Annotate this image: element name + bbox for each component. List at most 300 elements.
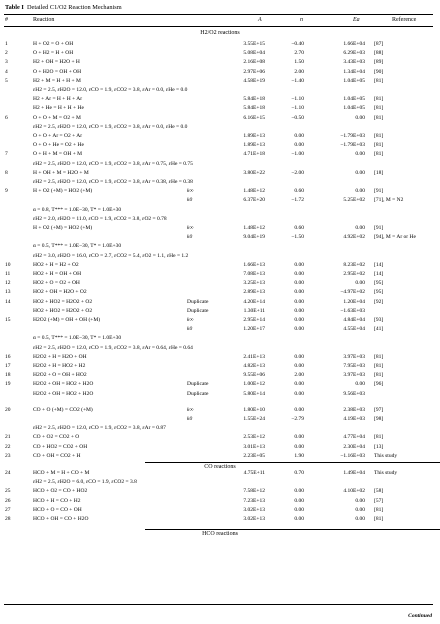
row-Ea: 4.92E+02 <box>343 234 365 241</box>
row-A: 1.00E+12 <box>243 381 265 388</box>
table-row <box>0 150 440 159</box>
row-A: 2.89E+13 <box>243 289 265 296</box>
table-row <box>0 279 440 288</box>
bottom-rule <box>4 604 433 605</box>
row-reaction: α = 0.5, T*** = 1.0E−30, T* = 1.0E+30 <box>33 243 122 250</box>
row-reaction: CO + HO2 = CO2 + OH <box>33 443 88 450</box>
row-A: 5.84E+18 <box>243 105 265 112</box>
row-tag: k∞ <box>187 225 194 231</box>
row-number: 15 <box>5 317 11 323</box>
table-row <box>0 261 440 270</box>
row-A: 4.75E+11 <box>243 470 265 476</box>
row-Ea: −1.63E+03 <box>340 307 365 314</box>
table-row <box>0 469 440 478</box>
row-n: 0.00 <box>294 142 304 149</box>
table-row <box>0 307 440 316</box>
row-reaction: HCO + OH = CO + H2O <box>33 516 89 522</box>
table-row <box>0 86 440 95</box>
table-row <box>0 95 440 104</box>
table-row <box>0 325 440 334</box>
row-n: 0.00 <box>294 271 304 277</box>
row-n: −1.00 <box>291 151 304 158</box>
row-tag: Duplicate <box>187 307 209 314</box>
row-reference: [89] <box>374 59 384 66</box>
table-row <box>0 506 440 515</box>
row-reference: [41] <box>374 326 384 333</box>
row-Ea: 7.95E+03 <box>343 363 365 369</box>
row-n: 0.00 <box>294 506 304 513</box>
row-reference: [96] <box>374 381 384 388</box>
row-A: 7.08E+13 <box>243 271 265 277</box>
row-Ea: 3.43E+03 <box>343 59 365 66</box>
row-n: 2.00 <box>294 68 304 75</box>
row-reference: [87] <box>374 41 384 47</box>
header-reaction: Reaction <box>33 17 55 23</box>
table-row <box>0 298 440 307</box>
table-row <box>0 478 440 487</box>
row-tag: Duplicate <box>187 381 209 388</box>
table-row <box>0 49 440 58</box>
row-A: 4.58E+19 <box>243 77 265 84</box>
row-A: 2.53E+12 <box>243 434 265 441</box>
row-reaction: H2O2 + H = H2O + OH <box>33 353 87 360</box>
row-tag: k∞ <box>187 188 194 195</box>
row-Ea: 1.66E+04 <box>343 41 365 47</box>
row-reference: [71], M = N2 <box>374 197 404 204</box>
row-reference: [92] <box>374 298 384 305</box>
row-n: −1.72 <box>291 197 304 204</box>
row-number: 17 <box>5 363 11 369</box>
row-reaction: H2O2 (+M) = OH + OH (+M) <box>33 317 101 323</box>
row-number: 12 <box>5 280 11 287</box>
row-reaction: α = 0.5, T*** = 1.0E−30, T* = 1.0E+30 <box>33 335 122 342</box>
row-reaction: H2 + Ar = H + H + Ar <box>33 96 83 103</box>
row-n: 0.00 <box>294 353 304 360</box>
row-reaction: εH2 = 2.5, εH2O = 6.0, εCO = 1.9, εCO2 = 3.8 <box>33 479 137 486</box>
row-reference: [57] <box>374 497 384 504</box>
row-reaction: H2O2 + O = OH + HO2 <box>33 372 87 379</box>
row-number: 5 <box>5 77 8 84</box>
table-row <box>0 123 440 132</box>
row-reference: [81] <box>374 77 384 84</box>
table-row <box>0 233 440 242</box>
row-tag: k∞ <box>187 406 194 413</box>
row-A: 3.02E+13 <box>243 506 265 513</box>
row-n: 0.70 <box>294 470 304 476</box>
row-number: 26 <box>5 497 11 504</box>
row-number: 6 <box>5 114 8 121</box>
row-reaction: HO2 + O = O2 + OH <box>33 280 80 287</box>
row-reaction: O + O + Ar = O2 + Ar <box>33 133 83 139</box>
table-row <box>0 380 440 389</box>
row-number: 16 <box>5 353 11 360</box>
row-reference: [81] <box>374 142 384 149</box>
table-label: Table I <box>5 4 24 11</box>
row-reference: [81] <box>374 363 384 369</box>
row-A: 9.55E+06 <box>243 372 265 379</box>
row-A: 5.80E+14 <box>243 390 265 397</box>
row-reference: [14] <box>374 271 384 277</box>
row-reference: [81] <box>374 96 384 103</box>
row-reaction: CO + O2 = CO2 + O <box>33 434 80 441</box>
row-reaction: H + OH + M = H2O + M <box>33 169 89 176</box>
row-Ea: 0.00 <box>355 169 365 176</box>
row-tag: k∞ <box>187 317 194 323</box>
row-Ea: 0.00 <box>355 188 365 195</box>
row-reference: [98] <box>374 416 384 422</box>
row-reference: [81] <box>374 114 384 121</box>
row-reaction: εH2 = 3.0, εH2O = 16.0, εCO = 2.7, εCO2 = 5.4, εO2 = 1.1, εHe = 1.2 <box>33 252 189 259</box>
row-reference: [97] <box>374 406 384 413</box>
row-reaction: HO2 + HO2 = H2O2 + O2 <box>33 298 93 305</box>
row-n: 0.00 <box>294 289 304 296</box>
row-reaction: H2 + OH = H2O + H <box>33 59 80 66</box>
row-A: 2.41E+13 <box>243 353 265 360</box>
row-n: −0.40 <box>291 41 304 47</box>
row-reference: [93] <box>374 317 384 323</box>
row-reference: [14] <box>374 261 384 268</box>
row-reaction: O + H2 = H + OH <box>33 50 74 57</box>
table-row <box>0 288 440 297</box>
row-number: 18 <box>5 372 11 379</box>
table-row <box>0 187 440 196</box>
table-row <box>0 497 440 506</box>
table-row <box>0 334 440 343</box>
row-reference: [91] <box>374 225 384 231</box>
row-tag: k0 <box>187 326 193 333</box>
row-n: 0.00 <box>294 434 304 441</box>
table-row <box>0 114 440 123</box>
row-Ea: 2.95E+02 <box>343 271 365 277</box>
row-A: 3.55E+15 <box>243 41 265 47</box>
row-number: 23 <box>5 452 11 459</box>
row-Ea: 2.30E+04 <box>343 443 365 450</box>
row-reaction: O + O + M = O2 + M <box>33 114 81 121</box>
table-row <box>0 415 440 424</box>
row-n: 2.00 <box>294 372 304 379</box>
row-A: 4.82E+13 <box>243 363 265 369</box>
row-reaction: εH2 = 2.5, εH2O = 12.0, εCO = 1.9, εCO2 = 3.8, εAr = 0.0, εHe = 0.0 <box>33 123 188 130</box>
table-row <box>0 196 440 205</box>
row-number: 14 <box>5 298 11 305</box>
continued-note: Continued <box>408 613 432 619</box>
row-reaction: HCO + O2 = CO + HO2 <box>33 488 88 495</box>
row-n: 0.00 <box>294 381 304 388</box>
row-tag: k0 <box>187 197 193 204</box>
row-number: 10 <box>5 261 11 268</box>
row-A: 1.48E+12 <box>243 188 265 195</box>
row-A: 1.89E+13 <box>243 142 265 149</box>
header-n: n <box>300 17 303 23</box>
table-row <box>0 141 440 150</box>
row-reaction: HCO + M = H + CO + M <box>33 470 90 476</box>
row-Ea: 5.25E+02 <box>343 197 365 204</box>
row-reaction: HCO + O = CO + OH <box>33 506 82 513</box>
table-row <box>0 443 440 452</box>
section-co: CO reactions <box>204 464 236 470</box>
row-Ea: 9.56E+03 <box>343 390 365 397</box>
row-Ea: 0.00 <box>355 381 365 388</box>
row-n: 0.00 <box>294 317 304 323</box>
row-number: 8 <box>5 169 8 176</box>
row-reference: [81] <box>374 434 384 441</box>
row-reference: [81] <box>374 516 384 522</box>
row-reaction: H + O2 (+M) = HO2 (+M) <box>33 188 93 195</box>
row-n: −1.10 <box>291 96 304 103</box>
row-n: 1.50 <box>294 59 304 66</box>
row-tag: Duplicate <box>187 298 209 305</box>
row-n: −1.10 <box>291 105 304 112</box>
row-n: 0.60 <box>294 188 304 195</box>
row-A: 1.66E+13 <box>243 261 265 268</box>
row-Ea: 4.84E+04 <box>343 317 365 323</box>
row-reaction: O + H + M = OH + M <box>33 151 83 158</box>
row-number: 20 <box>5 406 11 413</box>
row-number: 24 <box>5 470 11 476</box>
row-Ea: 0.00 <box>355 506 365 513</box>
row-A: 5.08E+04 <box>243 50 265 57</box>
row-A: 1.89E+13 <box>243 133 265 139</box>
row-A: 3.01E+13 <box>243 443 265 450</box>
row-n: 0.00 <box>294 261 304 268</box>
row-number: 1 <box>5 41 8 47</box>
table-row <box>0 169 440 178</box>
row-n: 0.00 <box>294 497 304 504</box>
row-n: 0.00 <box>294 406 304 413</box>
table-row <box>0 515 440 524</box>
table-row <box>0 270 440 279</box>
table-row <box>0 206 440 215</box>
row-number: 11 <box>5 271 11 277</box>
row-Ea: 4.77E+04 <box>343 434 365 441</box>
row-n: −2.79 <box>291 416 304 422</box>
row-A: 1.48E+12 <box>243 225 265 231</box>
row-A: 7.23E+13 <box>243 497 265 504</box>
row-Ea: 1.04E+05 <box>343 105 365 112</box>
row-Ea: 1.20E+04 <box>343 298 365 305</box>
row-A: 7.58E+12 <box>243 488 265 495</box>
row-reaction: O + O + He = O2 + He <box>33 142 84 149</box>
row-number: 21 <box>5 434 11 441</box>
row-number: 2 <box>5 50 8 57</box>
row-reaction: O + H2O = OH + OH <box>33 68 82 75</box>
row-reference: [81] <box>374 372 384 379</box>
table-row <box>0 215 440 224</box>
header-num: # <box>5 17 8 23</box>
row-number: 27 <box>5 506 11 513</box>
header-A: A <box>258 17 262 23</box>
row-reference: [81] <box>374 133 384 139</box>
table-row <box>0 406 440 415</box>
row-reaction: εH2 = 2.5, εH2O = 12.0, εCO = 1.9, εCO2 = 3.8, εAr = 0.38, εHe = 0.38 <box>33 179 193 185</box>
row-A: 2.16E+08 <box>243 59 265 66</box>
row-Ea: 0.00 <box>355 516 365 522</box>
row-n: 0.00 <box>294 133 304 139</box>
row-A: 9.04E+19 <box>243 234 265 241</box>
row-A: 2.95E+14 <box>243 317 265 323</box>
table-row <box>0 77 440 86</box>
row-reaction: CO + OH = CO2 + H <box>33 452 81 459</box>
row-n: −1.40 <box>291 77 304 84</box>
row-reaction: H2O2 + OH = HO2 + H2O <box>33 381 94 388</box>
row-Ea: −1.16E+03 <box>340 452 365 459</box>
row-reference: This study <box>374 470 398 476</box>
row-number: 25 <box>5 488 11 495</box>
row-tag: Duplicate <box>187 390 209 397</box>
row-A: 1.80E+10 <box>243 406 265 413</box>
table-row <box>0 424 440 433</box>
table-caption: Detailed C1/O2 Reaction Mechanism <box>27 4 122 11</box>
row-Ea: 4.55E+04 <box>343 326 365 333</box>
row-reaction: H + O2 (+M) = HO2 (+M) <box>33 225 93 231</box>
table-row <box>0 178 440 187</box>
table-row <box>0 104 440 113</box>
table-row <box>0 433 440 442</box>
row-Ea: 1.34E+04 <box>343 68 365 75</box>
row-n: −1.50 <box>291 234 304 241</box>
row-Ea: 1.04E+05 <box>343 96 365 103</box>
row-reaction: εH2 = 2.5, εH2O = 12.0, εCO = 1.9, εCO2 = 3.8, εAr = 0.87 <box>33 425 166 432</box>
row-reaction: H2O2 + H = HO2 + H2 <box>33 363 86 369</box>
table-row <box>0 132 440 141</box>
row-reaction: εH2 = 2.5, εH2O = 12.0, εCO = 1.9, εCO2 = 3.8, εAr = 0.0, εHe = 0.0 <box>33 87 188 93</box>
table-row <box>0 344 440 353</box>
row-reference: [88] <box>374 50 384 57</box>
row-number: 13 <box>5 289 11 296</box>
table-row <box>0 316 440 325</box>
table-row <box>0 68 440 77</box>
row-A: 2.23E+05 <box>243 452 265 459</box>
row-n: 0.00 <box>294 488 304 495</box>
row-n: 0.00 <box>294 298 304 305</box>
row-number: 9 <box>5 188 8 195</box>
row-Ea: 4.19E+03 <box>343 416 365 422</box>
row-reference: [94], M = Ar or He <box>374 234 416 241</box>
row-reaction: HO2 + OH = H2O + O2 <box>33 289 87 296</box>
row-reaction: εH2 = 2.5, εH2O = 12.0, εCO = 1.9, εCO2 = 3.8, εAr = 0.75, εHe = 0.75 <box>33 160 193 167</box>
row-n: 2.70 <box>294 50 304 57</box>
row-n: 0.00 <box>294 326 304 333</box>
row-reference: [91] <box>374 188 384 195</box>
row-A: 2.97E+06 <box>243 68 265 75</box>
row-Ea: 4.10E+02 <box>343 488 365 495</box>
row-reaction: α = 0.8, T*** = 1.0E−30, T* = 1.0E+30 <box>33 206 122 213</box>
table-row <box>0 252 440 261</box>
row-Ea: 1.04E+05 <box>343 77 365 84</box>
row-reference: This study <box>374 452 398 459</box>
row-reference: [81] <box>374 105 384 112</box>
row-Ea: 1.49E+04 <box>343 470 365 476</box>
table-row <box>0 58 440 67</box>
row-A: 6.16E+15 <box>243 114 265 121</box>
table-row <box>0 487 440 496</box>
row-A: 1.20E+17 <box>243 326 265 333</box>
row-Ea: −1.79E+03 <box>340 142 365 149</box>
row-Ea: 0.00 <box>355 280 365 287</box>
row-reference: [18] <box>374 169 384 176</box>
row-reaction: HO2 + HO2 = H2O2 + O2 <box>33 307 93 314</box>
row-number: 7 <box>5 151 8 158</box>
row-reaction: εH2 = 2.5, εH2O = 12.0, εCO = 1.9, εCO2 = 3.8, εAr = 0.64, εHe = 0.64 <box>33 344 193 351</box>
table-row <box>0 40 440 49</box>
row-tag: k0 <box>187 234 193 241</box>
row-reaction: εH2 = 2.0, εH2O = 11.0, εCO = 1.9, εCO2 = 3.8, εO2 = 0.78 <box>33 215 167 222</box>
row-Ea: 6.29E+03 <box>343 50 365 57</box>
row-reference: [95] <box>374 289 384 296</box>
row-A: 1.55E+24 <box>243 416 265 422</box>
row-A: 3.80E+22 <box>243 169 265 176</box>
table-row <box>0 242 440 251</box>
row-number: 3 <box>5 59 8 66</box>
row-reaction: H2O2 + OH = HO2 + H2O <box>33 390 94 397</box>
row-A: 1.30E+11 <box>243 307 265 314</box>
row-tag: k0 <box>187 416 193 422</box>
row-n: 0.00 <box>294 390 304 397</box>
row-reaction: H + O2 = O + OH <box>33 41 74 47</box>
row-number: 4 <box>5 68 8 75</box>
row-Ea: 0.00 <box>355 225 365 231</box>
row-Ea: 2.38E+03 <box>343 406 365 413</box>
row-Ea: −1.79E+03 <box>340 133 365 139</box>
row-A: 5.84E+18 <box>243 96 265 103</box>
row-reaction: HO2 + H = H2 + O2 <box>33 261 79 268</box>
table-row <box>0 224 440 233</box>
row-A: 3.25E+13 <box>243 280 265 287</box>
section-h2o2: H2/O2 reactions <box>200 30 240 36</box>
row-n: 0.60 <box>294 225 304 231</box>
row-reaction: H2 + He = H + H + He <box>33 105 84 112</box>
row-n: 0.00 <box>294 363 304 369</box>
row-number: 28 <box>5 516 11 522</box>
row-reaction: CO + O (+M) = CO2 (+M) <box>33 406 93 413</box>
table-row <box>0 452 440 461</box>
row-reference: [81] <box>374 353 384 360</box>
header-Ea: Ea <box>353 17 360 23</box>
table-row <box>0 390 440 399</box>
header-reference: Reference <box>392 17 417 23</box>
row-A: 3.02E+13 <box>243 516 265 522</box>
table-row <box>0 353 440 362</box>
row-n: 0.00 <box>294 516 304 522</box>
row-Ea: 0.00 <box>355 151 365 158</box>
row-A: 4.20E+14 <box>243 298 265 305</box>
row-reference: [81] <box>374 506 384 513</box>
row-reference: [95] <box>374 280 384 287</box>
row-reaction: HO2 + H = OH + OH <box>33 271 82 277</box>
row-n: 0.00 <box>294 443 304 450</box>
section-hco: HCO reactions <box>202 531 238 537</box>
row-Ea: −4.97E+02 <box>340 289 365 296</box>
row-Ea: 3.97E+03 <box>343 353 365 360</box>
row-n: 0.00 <box>294 280 304 287</box>
row-A: 6.37E+20 <box>243 197 265 204</box>
row-n: −0.50 <box>291 114 304 121</box>
row-number: 19 <box>5 381 11 388</box>
row-number: 22 <box>5 443 11 450</box>
row-n: 0.00 <box>294 307 304 314</box>
table-row <box>0 160 440 169</box>
row-reaction: H2 + M = H + H + M <box>33 77 81 84</box>
row-reference: [58] <box>374 488 384 495</box>
row-Ea: 3.97E+03 <box>343 372 365 379</box>
row-reference: [81] <box>374 151 384 158</box>
row-n: 1.90 <box>294 452 304 459</box>
table-row <box>0 371 440 380</box>
row-reference: [13] <box>374 443 384 450</box>
row-A: 4.71E+18 <box>243 151 265 158</box>
row-reaction: HCO + H = CO + H2 <box>33 497 81 504</box>
row-Ea: 8.23E+02 <box>343 261 365 268</box>
